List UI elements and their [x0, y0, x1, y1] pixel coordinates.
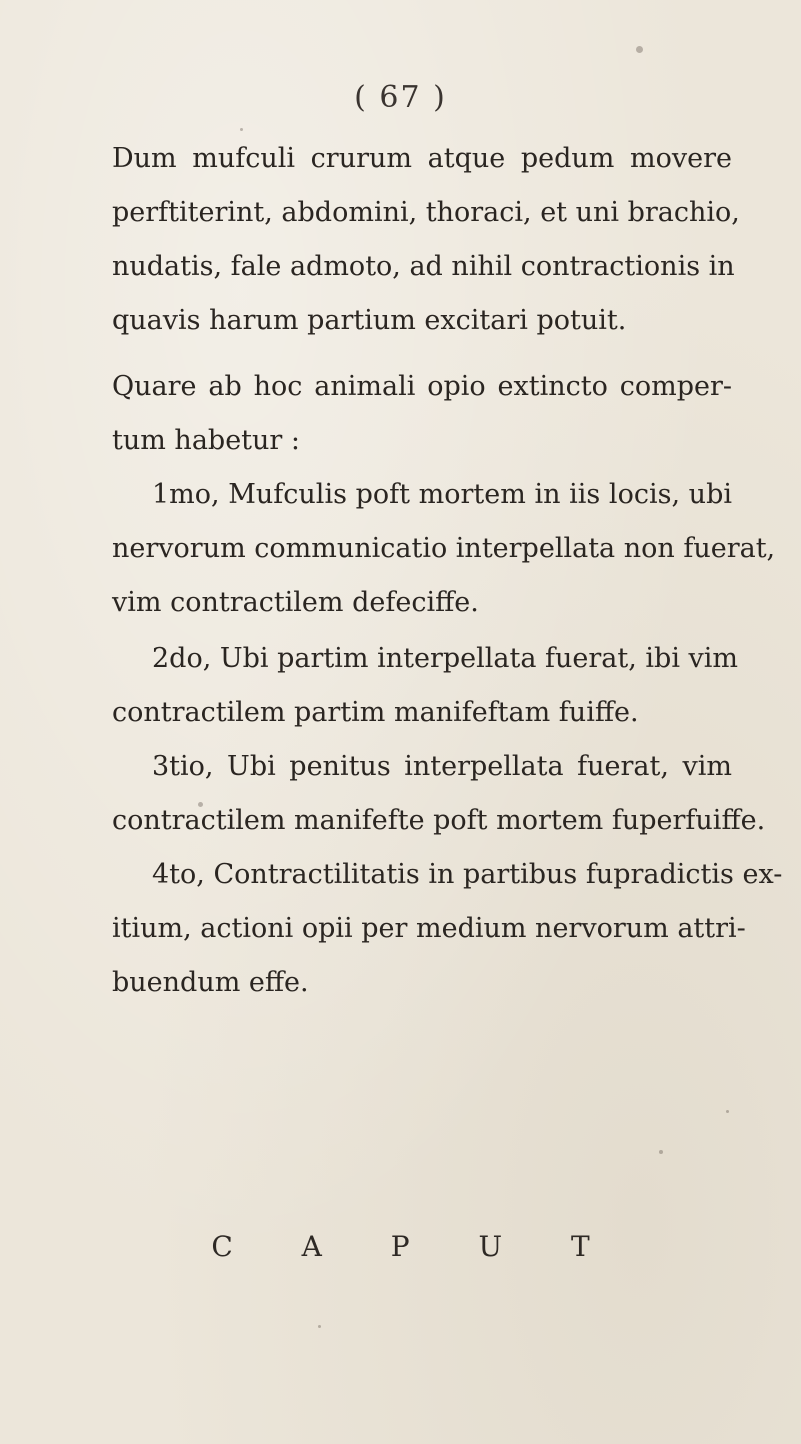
paper-speck	[240, 128, 243, 131]
text-line: contractilem partim manifeftam fuiffe.	[112, 697, 639, 728]
paper-speck	[726, 1110, 729, 1113]
text-line: quavis harum partium excitari potuit.	[112, 305, 627, 336]
text-line: tum habetur :	[112, 425, 300, 456]
text-line: nudatis, fale admoto, ad nihil contractionis in	[112, 251, 735, 282]
text-line: Quare ab hoc animali opio extincto comper-	[112, 371, 732, 402]
text-line: buendum effe.	[112, 967, 309, 998]
paper-speck	[198, 802, 203, 807]
text-line: nervorum communicatio interpellata non fuerat,	[112, 533, 776, 564]
chapter-heading-text: C A P U T	[211, 1230, 620, 1263]
paper-speck	[318, 1325, 321, 1328]
paper-speck	[636, 46, 643, 53]
text-line: 1mo, Mufculis poft mortem in iis locis, ubi	[152, 479, 732, 510]
text-line: itium, actioni opii per medium nervorum attri-	[112, 913, 746, 944]
text-line: contractilem manifefte poft mortem fuperfuiffe.	[112, 805, 766, 836]
text-line: 3tio, Ubi penitus interpellata fuerat, vim	[152, 751, 732, 782]
text-line: vim contractilem defeciffe.	[112, 587, 479, 618]
text-line: 2do, Ubi partim interpellata fuerat, ibi vim	[152, 643, 739, 674]
text-line: 4to, Contractilitatis in partibus fupradictis ex-	[152, 859, 783, 890]
page-number: ( 67 )	[354, 80, 447, 115]
text-line: Dum mufculi crurum atque pedum movere	[112, 143, 732, 174]
paper-speck	[659, 1150, 663, 1154]
chapter-heading	[0, 1230, 801, 1263]
text-line: perftiterint, abdomini, thoraci, et uni brachio,	[112, 197, 740, 228]
